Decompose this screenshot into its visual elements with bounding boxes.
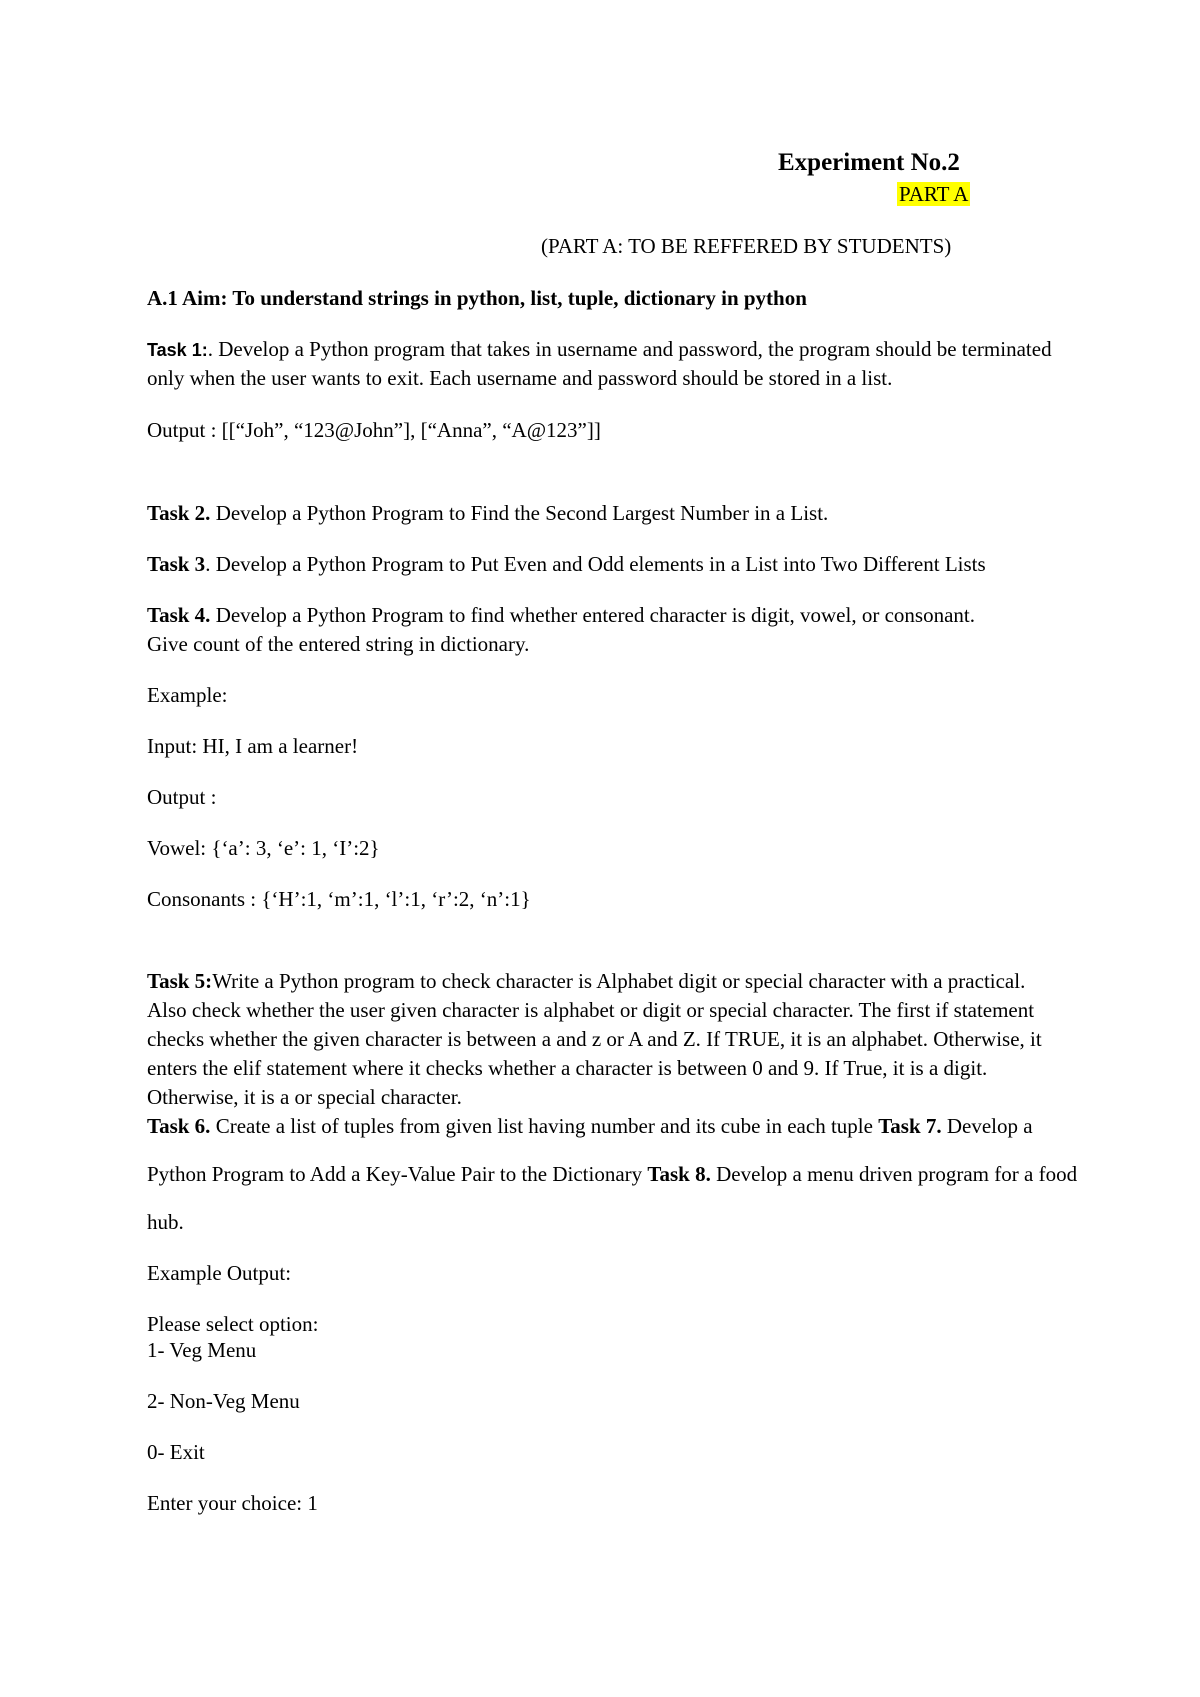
task3-label: Task 3 [147, 552, 206, 576]
task2-label: Task 2. [147, 501, 211, 525]
task1-line2: only when the user wants to exit. Each username and password should be stored in a list. [147, 366, 893, 390]
task4-input: Input: HI, I am a learner! [147, 734, 359, 758]
task6-label: Task 6. [147, 1114, 211, 1138]
task5-label: Task 5: [147, 969, 213, 993]
task4-line2: Give count of the entered string in dictionary. [147, 632, 530, 656]
task8-example-output: Example Output: [147, 1261, 292, 1285]
task2 [147, 503, 828, 524]
task2-text: Develop a Python Program to Find the Second Largest Number in a List. [210, 501, 829, 525]
task5-line4: enters the elif statement where it checks whether a character is between 0 and 9. If True, it is a digit. [147, 1056, 988, 1080]
task8-text2: hub. [147, 1210, 184, 1234]
task1-output: Output : [[“Joh”, “123@John”], [“Anna”, “A@123”]] [147, 418, 601, 442]
task5-line2: Also check whether the user given character is alphabet or digit or special character. The first if statement [147, 998, 1035, 1022]
task4-example: Example: [147, 683, 228, 707]
task8-text1: Develop a menu driven program for a food [710, 1162, 1078, 1186]
task1-label: Task 1: [147, 340, 208, 360]
task3 [147, 554, 986, 575]
experiment-title: Experiment No.2 [778, 149, 960, 176]
task5-line3: checks whether the given character is between a and z or A and Z. If TRUE, it is an alphabet. Otherwise, it [147, 1027, 1042, 1051]
task4-output-label: Output : [147, 785, 217, 809]
task7-text2: Python Program to Add a Key-Value Pair to the Dictionary [147, 1162, 648, 1186]
part-highlight: PART A [899, 182, 969, 206]
task4-consonants: Consonants : {‘H’:1, ‘m’:1, ‘l’:1, ‘r’:2, ‘n’:1} [147, 887, 531, 911]
task1-text: . Develop a Python program that takes in username and password, the program should be terminated [207, 337, 1052, 361]
task5-line1 [147, 971, 1025, 992]
task6-text: Create a list of tuples from given list having number and its cube in each tuple [210, 1114, 879, 1138]
task1-line1 [147, 339, 1052, 360]
task7-text1: Develop a [941, 1114, 1033, 1138]
task7-label: Task 7. [878, 1114, 942, 1138]
task3-text: . Develop a Python Program to Put Even and Odd elements in a List into Two Different Lists [205, 552, 986, 576]
task8-option1: 1- Veg Menu [147, 1338, 257, 1362]
part-subtitle: (PART A: TO BE REFFERED BY STUDENTS) [541, 234, 952, 258]
task7-task8-line [147, 1164, 1077, 1185]
task4-text: Develop a Python Program to find whether entered character is digit, vowel, or consonant. [210, 603, 975, 627]
task5-text: Write a Python program to check character is Alphabet digit or special character with a practical. [212, 969, 1026, 993]
task4-line1 [147, 605, 975, 626]
task8-option0: 0- Exit [147, 1440, 205, 1464]
task6-task7-line [147, 1116, 1033, 1137]
aim-heading: A.1 Aim: To understand strings in python, list, tuple, dictionary in python [147, 286, 807, 310]
task5-line5: Otherwise, it is a or special character. [147, 1085, 462, 1109]
task4-vowel: Vowel: {‘a’: 3, ‘e’: 1, ‘I’:2} [147, 836, 380, 860]
task8-prompt: Please select option: [147, 1312, 319, 1336]
task8-option2: 2- Non-Veg Menu [147, 1389, 300, 1413]
task8-choice: Enter your choice: 1 [147, 1491, 318, 1515]
task4-label: Task 4. [147, 603, 211, 627]
part-label [897, 184, 970, 205]
task8-label: Task 8. [647, 1162, 711, 1186]
